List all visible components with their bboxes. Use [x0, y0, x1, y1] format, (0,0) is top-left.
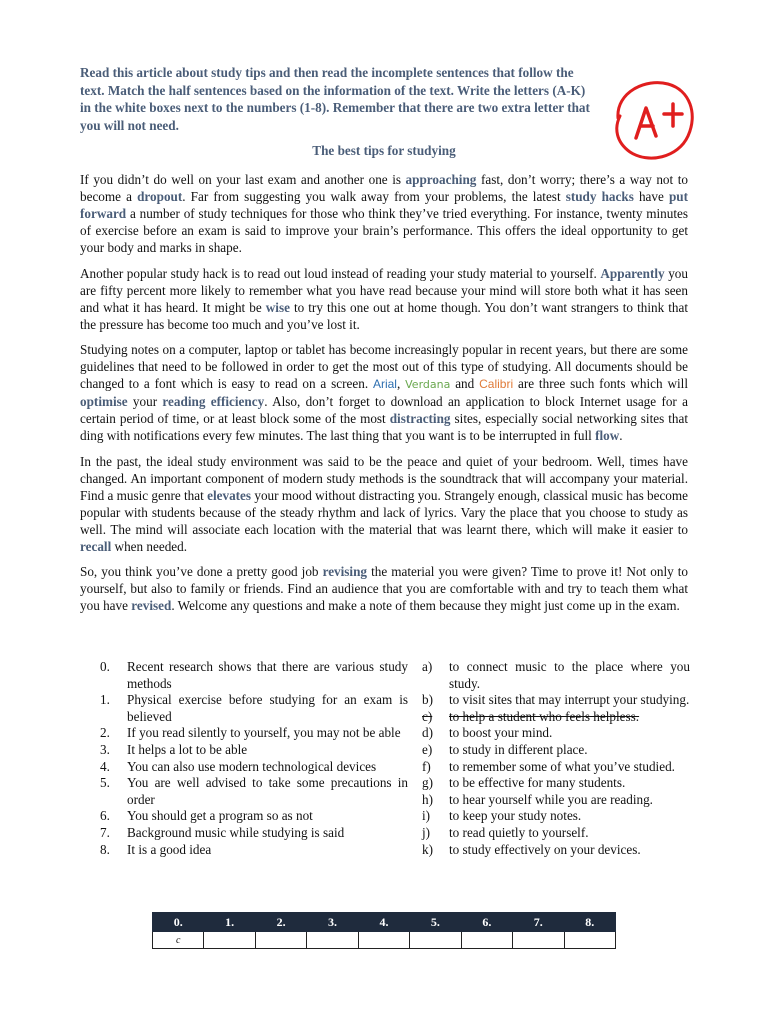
sentence-beginning — [100, 825, 408, 842]
text-run: . Welcome any questions and make a note of them because they might just come up in the exam. — [171, 598, 680, 613]
ending-letter: j) — [422, 824, 431, 840]
article-paragraph — [80, 453, 688, 555]
sentence-number: 0. — [100, 659, 110, 674]
document — [80, 64, 688, 623]
answer-header-cell: 8. — [564, 913, 616, 932]
answer-header-cell: 0. — [153, 913, 204, 932]
text-run: a number of study techniques for those who think they’ve tried everything. For instance, twenty minutes of exercise before an exam is said to improve your brain’s performance. This offers the ideal opportunity to get your body and marks in shape. — [80, 206, 688, 255]
instructions: Read this article about study tips and then read the incomplete sentences that follow the text. Match the half sentences based on the information of the text. Write the letters (A-K) in the white boxes next to the numbers (1-8). Remember that there are two extra letter that you will not need. — [80, 65, 590, 133]
ending-text: to read quietly to yourself. — [449, 824, 589, 840]
sentence-ending — [422, 792, 690, 809]
answer-box[interactable] — [461, 932, 512, 949]
text-run: your — [127, 394, 163, 409]
text-run: your mood without distracting you. Strangely enough, classical music has become popular with students because of the steady rhythm and lack of lyrics. Vary the place that you choose to study as well. The mind will associate each location with the material that was learnt there, which will make it easier to — [80, 487, 689, 537]
text-run: fast, don’t worry; there’s a way not to become a — [80, 172, 688, 204]
article-paragraph — [80, 265, 688, 333]
text-run: and — [450, 376, 480, 391]
answer-header-cell: 3. — [307, 913, 358, 932]
text-run: you are fifty percent more likely to remember what you have read because your mind will store both what it has seen and what it has heard. It might be — [80, 265, 688, 315]
keyword: elevates — [207, 487, 252, 503]
sentence-beginning — [100, 659, 408, 692]
ending-text: to be effective for many students. — [449, 775, 626, 791]
ending-letter: i) — [422, 808, 431, 824]
answer-table-answers — [153, 932, 616, 949]
sentence-text: You can also use modern technological devices — [127, 758, 377, 774]
ending-text: to study effectively on your devices. — [449, 841, 641, 857]
sentence-ending — [422, 742, 690, 759]
sentence-text: You should get a program so as not — [127, 808, 313, 824]
sentence-ending — [422, 775, 690, 792]
answer-box[interactable] — [564, 932, 616, 949]
keyword: dropout — [137, 189, 183, 204]
article-paragraph — [80, 171, 688, 256]
article-body — [80, 171, 688, 614]
ending-letter: c) — [422, 708, 433, 724]
answer-table — [152, 912, 616, 949]
text-run: If you didn’t do well on your last exam and another one is — [80, 172, 406, 187]
sentence-ending — [422, 825, 690, 842]
answer-box[interactable]: c — [153, 932, 204, 949]
ending-text: to remember some of what you’ve studied. — [449, 758, 675, 774]
sentence-ending — [422, 842, 690, 859]
answer-box[interactable] — [204, 932, 255, 949]
keyword: optimise — [80, 394, 128, 409]
text-run: In the past, the ideal study environment was said to be the peace and quiet of your bedroom. Well, times have changed. An important component of modern study methods is the soundtrack that will accompany your material. Find a music genre that — [80, 453, 688, 503]
keyword: revising — [322, 564, 368, 579]
answer-box[interactable] — [307, 932, 358, 949]
ending-text: to help a student who feels helpless. — [449, 708, 640, 724]
sentence-number: 1. — [100, 692, 110, 708]
text-run: are three such fonts which will — [513, 376, 688, 391]
article-paragraph — [80, 563, 688, 614]
sentence-text: You are well advised to take some precautions in order — [127, 775, 408, 807]
ending-text: to visit sites that may interrupt your studying. — [449, 692, 690, 708]
sentence-text: It helps a lot to be able — [127, 741, 248, 757]
ending-letter: k) — [422, 841, 433, 857]
keyword: recall — [80, 538, 112, 554]
sentence-ending — [422, 692, 690, 709]
ending-text: to boost your mind. — [449, 725, 553, 741]
font-example: Arial — [372, 377, 397, 391]
text-run: . Far from suggesting you walk away from your problems, the latest — [182, 189, 566, 204]
sentence-ending — [422, 808, 690, 825]
article-title: The best tips for studying — [312, 143, 456, 158]
sentence-beginning — [100, 742, 408, 759]
ending-text: to keep your study notes. — [449, 808, 582, 824]
ending-text: to hear yourself while you are reading. — [449, 791, 653, 807]
grade-mark-a-plus — [606, 72, 702, 168]
text-run: Studying notes on a computer, laptop or tablet has become increasingly popular in recent years, but there are some guidelines that need to be followed in order to get the most out of this type of studying. All documents should be changed to a font which is easy to read on a screen. — [80, 342, 688, 391]
answer-header-cell: 7. — [513, 913, 564, 932]
keyword: wise — [265, 299, 290, 315]
sentence-beginnings — [100, 659, 408, 858]
sentence-beginning — [100, 842, 408, 859]
sentence-ending — [422, 659, 690, 692]
keyword: approaching — [405, 172, 477, 187]
keyword: flow — [595, 428, 620, 443]
text-run: sites, especially social networking sites that ding with notifications every few minutes. The last thing that you want is to be interrupted in full — [80, 411, 688, 443]
sentence-beginning — [100, 692, 408, 725]
sentence-text: If you read silently to yourself, you may not be able — [127, 725, 401, 741]
text-run: the material you were given? Time to prove it! Not only to yourself, but also to family or friends. Find an audience that you are comfortable with and try to teach them what you have — [80, 564, 688, 613]
sentence-beginning — [100, 759, 408, 776]
font-example: Calibri — [479, 377, 514, 391]
text-run: So, you think you’ve done a pretty good job — [80, 564, 323, 579]
font-example: Verdana — [405, 378, 451, 391]
ending-letter: d) — [422, 725, 433, 741]
answer-header-cell: 5. — [410, 913, 461, 932]
keyword: reading efficiency — [162, 394, 265, 409]
text-run: Another popular study hack is to read out loud instead of reading your study material to yourself. — [80, 265, 601, 281]
sentence-ending — [422, 709, 690, 726]
sentence-text: Background music while studying is said — [127, 824, 345, 840]
answer-header-cell: 1. — [204, 913, 255, 932]
sentence-number: 4. — [100, 758, 110, 774]
ending-text: to study in different place. — [449, 741, 588, 757]
sentence-ending — [422, 725, 690, 742]
text-run: . Also, don’t forget to download an application to block Internet usage for a certain period of time, or at least block some of the most — [80, 394, 688, 426]
sentence-ending — [422, 759, 690, 776]
sentence-number: 3. — [100, 741, 110, 757]
sentence-number: 8. — [100, 841, 110, 857]
answer-header-cell: 4. — [358, 913, 409, 932]
answer-box[interactable] — [255, 932, 306, 949]
sentence-number: 5. — [100, 775, 110, 791]
text-run: to try this one out at home though. You don’t want strangers to think that the pressure has become too much and you’ve lost it. — [80, 299, 688, 332]
keyword: put forward — [80, 189, 688, 221]
ending-letter: h) — [422, 791, 433, 807]
ending-letter: g) — [422, 775, 433, 791]
text-run: . — [619, 428, 623, 443]
answer-header-cell: 6. — [461, 913, 512, 932]
sentence-text: It is a good idea — [127, 841, 212, 857]
text-run: when needed. — [111, 538, 188, 554]
ending-letter: e) — [422, 741, 433, 757]
answer-box[interactable] — [410, 932, 461, 949]
sentence-text: Recent research shows that there are various study methods — [127, 659, 408, 691]
sentence-beginning — [100, 725, 408, 742]
ending-letter: b) — [422, 692, 433, 708]
answer-box[interactable] — [513, 932, 564, 949]
sentence-number: 7. — [100, 824, 110, 840]
keyword: study hacks — [565, 189, 634, 204]
ending-letter: a) — [422, 659, 433, 674]
sentence-endings — [422, 659, 690, 858]
keyword: distracting — [389, 411, 451, 426]
text-run: have — [633, 189, 669, 204]
grade-mark-label: A+ — [654, 166, 656, 167]
answer-header-cell: 2. — [255, 913, 306, 932]
sentence-number: 6. — [100, 808, 110, 824]
ending-letter: f) — [422, 758, 431, 774]
sentence-text: Physical exercise before studying for an exam is believed — [127, 692, 408, 724]
answer-table-header — [153, 913, 616, 932]
ending-text: to connect music to the place where you study. — [449, 659, 690, 691]
answer-box[interactable] — [358, 932, 409, 949]
sentence-beginning — [100, 808, 408, 825]
sentence-beginning — [100, 775, 408, 808]
sentence-number: 2. — [100, 725, 110, 741]
text-run: , — [396, 376, 406, 391]
article-paragraph — [80, 341, 688, 444]
keyword: Apparently — [600, 265, 665, 281]
keyword: revised — [131, 598, 172, 613]
